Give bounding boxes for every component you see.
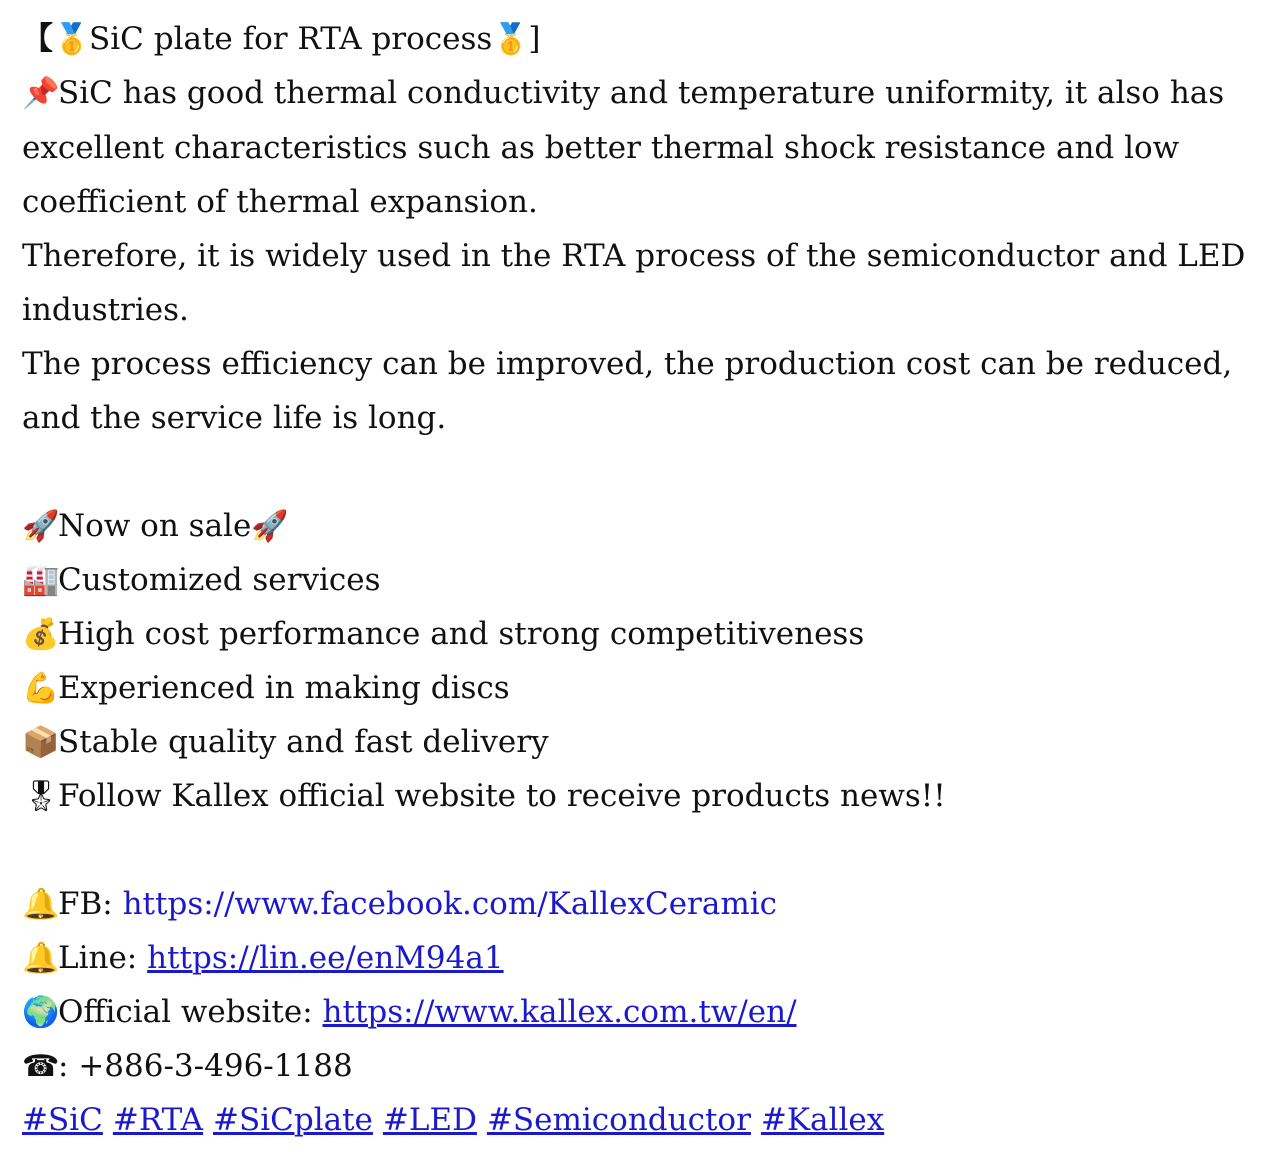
hashtag-kallex[interactable]: #Kallex [760, 1102, 885, 1138]
pushpin-icon: 📌 [22, 76, 60, 111]
contact-phone [22, 1039, 1272, 1093]
intro-text-3: The process efficiency can be improved, the production cost can be reduced, and the service life is long. [22, 346, 1233, 436]
spacer [22, 445, 1272, 499]
intro-paragraph-2 [22, 229, 1272, 337]
bell-icon: 🔔 [22, 941, 60, 976]
factory-icon: 🏭 [22, 563, 60, 598]
flexed-biceps-icon: 💪 [22, 671, 60, 706]
rocket-icon: 🚀 [251, 509, 289, 544]
intro-text-1: SiC has good thermal conductivity and temperature uniformity, it also has excellent characteristics such as better thermal shock resistance and low coefficient of thermal expansion. [22, 75, 1225, 220]
hashtag-semiconductor[interactable]: #Semiconductor [486, 1102, 751, 1138]
rocket-icon: 🚀 [22, 509, 60, 544]
contact-line [22, 931, 1272, 985]
intro-paragraph-3 [22, 337, 1272, 445]
contact-fb [22, 877, 1272, 931]
feature-text: Experienced in making discs [58, 670, 510, 706]
spacer [22, 823, 1272, 877]
feature-text: Customized services [58, 562, 381, 598]
hashtags [22, 1093, 1272, 1147]
money-bag-icon: 💰 [22, 617, 60, 652]
hashtag-rta[interactable]: #RTA [112, 1102, 203, 1138]
feature-item [22, 661, 1272, 715]
close-bracket: ] [528, 21, 541, 57]
line-link[interactable]: https://lin.ee/enM94a1 [147, 940, 504, 976]
package-icon: 📦 [22, 725, 60, 760]
feature-item [22, 769, 1272, 823]
title-text: SiC plate for RTA process [89, 21, 493, 57]
hashtag-led[interactable]: #LED [382, 1102, 477, 1138]
military-medal-icon: 🎖 [22, 779, 61, 814]
feature-text: Stable quality and fast delivery [58, 724, 549, 760]
phone-number: +886-3-496-1188 [78, 1048, 353, 1084]
website-label: Official website: [58, 994, 323, 1030]
feature-item [22, 499, 1272, 553]
intro-text-2: Therefore, it is widely used in the RTA process of the semiconductor and LED industries. [22, 238, 1246, 328]
globe-icon: 🌍 [22, 995, 60, 1030]
contact-website [22, 985, 1272, 1039]
open-bracket: 【 [22, 21, 53, 57]
medal-icon: 🥇 [492, 22, 530, 57]
post-title [22, 12, 1272, 66]
medal-icon: 🥇 [53, 22, 91, 57]
website-link[interactable]: https://www.kallex.com.tw/en/ [322, 994, 797, 1030]
fb-link[interactable]: https://www.facebook.com/KallexCeramic [122, 886, 778, 922]
post-content [22, 12, 1272, 1147]
intro-paragraph-1 [22, 66, 1272, 229]
feature-text: Follow Kallex official website to receive products news!! [58, 778, 946, 814]
hashtag-sicplate[interactable]: #SiCplate [213, 1102, 373, 1138]
fb-label: FB: [58, 886, 123, 922]
feature-item [22, 607, 1272, 661]
bell-icon: 🔔 [22, 887, 60, 922]
phone-label: : [58, 1048, 79, 1084]
feature-item [22, 715, 1272, 769]
feature-item [22, 553, 1272, 607]
line-label: Line: [58, 940, 148, 976]
feature-text: High cost performance and strong competitiveness [58, 616, 865, 652]
hashtag-sic[interactable]: #SiC [22, 1102, 103, 1138]
feature-text: Now on sale [58, 508, 252, 544]
telephone-icon: ☎ [22, 1049, 60, 1084]
